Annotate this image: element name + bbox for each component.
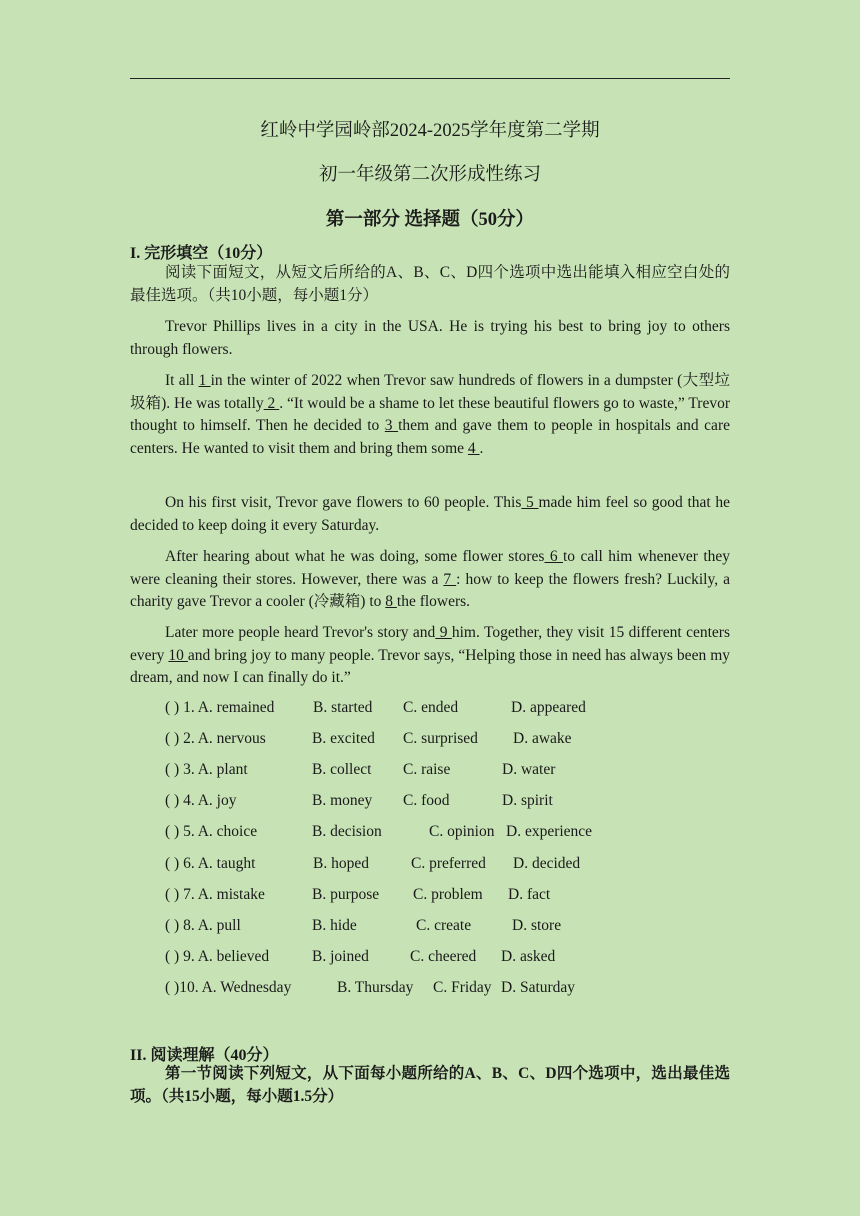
top-rule [130, 78, 730, 79]
option-row-7: ( ) 7. A. mistake B. purpose C. problem D. fact [165, 886, 551, 903]
blank-7: 7 [443, 570, 457, 588]
blank-6: 6 [544, 548, 563, 565]
passage-paragraph-2: It all 1 in the winter of 2022 when Trevor saw hundreds of flowers in a dumpster (大型垃圾箱). He was totally 2 . “It would be a shame to let these beautiful flowers go to waste,” Trevor thought to himself. Then he decided to 3 them and gave them to people in hospitals and care centers. He wanted to visit them and bring them some 4 . [130, 372, 731, 457]
passage-paragraph-5: Later more people heard Trevor's story and 9 him. Together, they visit 15 different centers every 10 and bring joy to many people. Trevor says, “Helping those in need has always been my dream, and now I can finally do it.” [130, 624, 731, 686]
blank-8: 8 [385, 593, 397, 610]
exam-title: 初一年级第二次形成性练习 [318, 165, 541, 185]
blank-3: 3 [384, 417, 399, 434]
section-heading-cloze: I. 完形填空（10分） [130, 245, 273, 262]
option-row-3: ( ) 3. A. plant B. collect C. raise D. water [165, 761, 556, 778]
passage-paragraph-4: After hearing about what he was doing, some flower stores 6 to call him whenever they were cleaning their stores. However, there was a 7 : how to keep the flowers fresh? Luckily, a charity gave Trevor a cooler (冷藏箱) to 8 the flowers. [130, 548, 731, 610]
option-row-6: ( ) 6. A. taught B. hoped C. preferred D. decided [165, 855, 581, 872]
option-row-1: ( ) 1. A. remained B. started C. ended D. appeared [165, 699, 586, 716]
option-row-10: ( )10. A. Wednesday B. Thursday C. Friday D. Saturday [165, 979, 576, 996]
passage-paragraph-1: Trevor Phillips lives in a city in the USA. He is trying his best to bring joy to others through flowers. [130, 318, 730, 358]
cloze-instruction: 阅读下面短文，从短文后所给的A、B、C、D四个选项中选出能填入相应空白处的最佳选项。（共10小题，每小题1分） [130, 264, 730, 304]
blank-2: 2 [263, 394, 280, 412]
blank-4: 4 [467, 439, 480, 457]
blank-10: 10 [168, 646, 188, 664]
blank-1: 1 [198, 372, 211, 389]
option-row-5: ( ) 5. A. choice B. decision C. opinion D. experience [165, 823, 593, 840]
part-title: 第一部分 选择题（50分） [325, 210, 535, 230]
blank-9: 9 [435, 624, 452, 641]
option-row-2: ( ) 2. A. nervous B. excited C. surprised D. awake [165, 730, 572, 747]
section-heading-reading: II. 阅读理解（40分） [130, 1047, 279, 1064]
school-title: 红岭中学园岭部2024-2025学年度第二学期 [260, 121, 600, 141]
option-row-9: ( ) 9. A. believed B. joined C. cheered D. asked [165, 948, 556, 965]
reading-instruction: 第一节阅读下列短文，从下面每小题所给的A、B、C、D四个选项中，选出最佳选项。（共15小题，每小题1.5分） [130, 1065, 730, 1105]
option-row-8: ( ) 8. A. pull B. hide C. create D. store [165, 917, 562, 934]
passage-paragraph-3: On his first visit, Trevor gave flowers to 60 people. This 5 made him feel so good that he decided to keep doing it every Saturday. [130, 494, 731, 534]
blank-5: 5 [521, 494, 539, 511]
option-row-4: ( ) 4. A. joy B. money C. food D. spirit [165, 792, 553, 809]
